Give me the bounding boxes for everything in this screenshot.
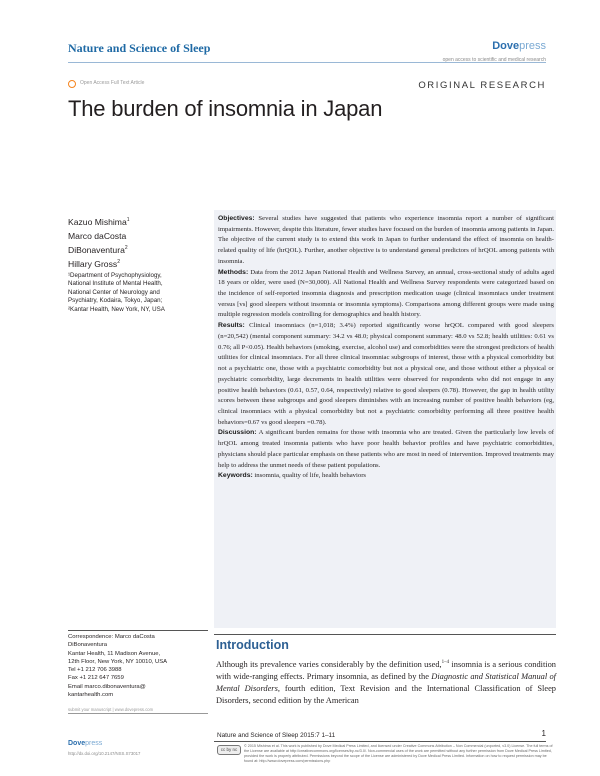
publisher-name-light: press <box>519 40 546 52</box>
author[interactable]: Kazuo Mishima$^1$ <box>68 216 130 227</box>
journal-name: Nature and Science of Sleep <box>68 41 211 55</box>
section-heading: Introduction <box>216 638 289 652</box>
submit-link[interactable]: submit your manuscript | www.dovepress.com <box>68 707 154 712</box>
footer-divider <box>214 741 546 742</box>
open-access-label: Open Access Full Text Article <box>80 80 145 86</box>
affiliation: ¹Department of Psychophysiology, National Institute of Mental Health, National Center of Neurology and Psychiatry, Kodaira, Tokyo, Japan; <box>68 272 163 305</box>
article-title: The burden of insomnia in Japan <box>68 96 383 121</box>
correspondence-divider <box>68 630 208 631</box>
citation: Nature and Science of Sleep 2015:7 1–11 <box>217 732 336 739</box>
reference-link[interactable]: 1–4 <box>441 660 450 665</box>
abstract-objectives: Objectives: Several studies have suggested that patients who experience insomnia report a number of significant impairments. However, despite this literature, fewer studies have focused on the burden of insomnia among patients in Japan. The objective of the current study is to extend this work in Japan to further understand the effect of insomnia on health-related quality of life (hrQOL). Further, another objective is to understand general predictors of hrQOL among patients with insomnia. <box>218 215 554 265</box>
publisher-name-bold: Dove <box>492 40 520 52</box>
open-access-icon <box>68 80 76 88</box>
affiliation: ²Kantar Health, New York, NY, USA <box>68 305 165 313</box>
email-link[interactable]: kantarhealth.com <box>68 692 114 699</box>
abstract-keywords: Keywords: insomnia, quality of life, health behaviors <box>218 472 367 480</box>
email-link[interactable]: Email marco.dibonaventura@ <box>68 683 146 690</box>
abstract-methods: Methods: Data from the 2012 Japan National Health and Wellness Survey, an annual, cross-sectional study of adults aged 18 years or older, were used (N=30,000). All National Health and Wellness Survey respondents were categorized based on the incidence of self-reported insomnia diagnosis and prescription medication usage (clinical insomniacs under treatment versus [vs] good sleepers without insomnia or insomnia symptoms). Comparisons among different groups were made using multiple regression models controlling for demographics and health history. <box>218 268 554 319</box>
abstract <box>218 214 554 482</box>
publisher-tagline: open access to scientific and medical research <box>442 57 546 63</box>
doi-link[interactable]: http://dx.doi.org/10.2147/NSS.S73017 <box>68 751 141 756</box>
page-number: 1 <box>541 729 546 738</box>
author[interactable]: DiBonaventura$^2$ <box>68 244 128 255</box>
affiliations <box>68 272 208 314</box>
author[interactable]: Marco daCosta <box>68 230 127 241</box>
publisher-logo[interactable] <box>492 40 546 52</box>
footer-left-divider <box>68 713 208 714</box>
abstract-discussion: Discussion: A significant burden remains for those with insomnia who are treated. Given the particularly low levels of hrQOL among treated insomnia patients who have poor health behavior profiles and have psychiatric comorbidities, physicians should place particular emphasis on these patients who are most in need of intervention. Improved treatments may help to address the unmet needs of these patient populations. <box>218 429 554 469</box>
introduction-divider <box>214 634 556 635</box>
license-text: © 2015 Mishima et al. This work is published by Dove Medical Press Limited, and licensed under Creative Commons Attribution – Non Commercial (unported, v3.0) License. The full terms of the License are available at http://creativecommons.org/licenses/by-nc/3.0/. Non-commercial uses of the work are permitted without any further permission from Dove Medical Press Limited, provided the work is properly attributed. Permissions beyond the scope of the License are administered by Dove Medical Press Limited. Information on how to request permission may be found at: http://www.dovepress.com/permissions.php <box>244 744 553 763</box>
abstract-results: Results: Clinical insomniacs (n=1,018; 3.4%) reported significantly worse hrQOL compared with good sleepers (n=20,542) (mental component summary: 34.2 vs 48.0; physical component summary: 48.0 vs 52.8; health utilities: 0.61 vs 0.76; all P<0.05). Health behaviors (smoking, exercise, alcohol use) and comorbidities were the strongest predictors of health utilities for clinical insomniacs. For all three clinical insomniac subgroups of interest, those with a physical comorbidity but not a psychiatric one, those with a psychiatric comorbidity but not a physical one, and those without either a physical or psychiatric comorbidity, large decrements in health utilities were observed for respondents who did not engage in any positive health behaviors (0.61, 0.57, 0.64, respectively) relative to good sleepers (0.78). However, the gap in health utility scores between these subgroups and good sleepers diminishes with an increasing number of positive health behaviors (eg, clinical insomniacs with a physical comorbidity but not a psychiatric comorbidity performing all three positive health behaviors=0.67 vs good sleepers =0.78). <box>218 322 554 426</box>
article-type: ORIGINAL RESEARCH <box>418 80 546 91</box>
footer-logo[interactable]: Dovepress <box>68 740 103 747</box>
author-list <box>68 214 130 269</box>
correspondence: Correspondence: Marco daCosta DiBonaventura Kantar Health, 11 Madison Avenue, 12th Floor, New York, NY 10010, USA Tel +1 212 706 3988 Fax +1 212 647 7659 Email marco.dibonaventura@ kantarhealth.com <box>68 633 208 699</box>
introduction-text: Although its prevalence varies considerably by the definition used,$^{1-4}$ insomnia is a serious condition with wide-ranging effects. Primary insomnia, as defined by the Diagnostic and Statistical Manual of Mental Disorders, fourth edition, Text Revision and the International Classification of Sleep Disorders, second edition by the American <box>216 659 556 706</box>
creative-commons-icon[interactable]: cc by nc <box>217 745 241 755</box>
author[interactable]: Hillary Gross$^2$ <box>68 258 120 269</box>
header-divider <box>68 62 546 63</box>
